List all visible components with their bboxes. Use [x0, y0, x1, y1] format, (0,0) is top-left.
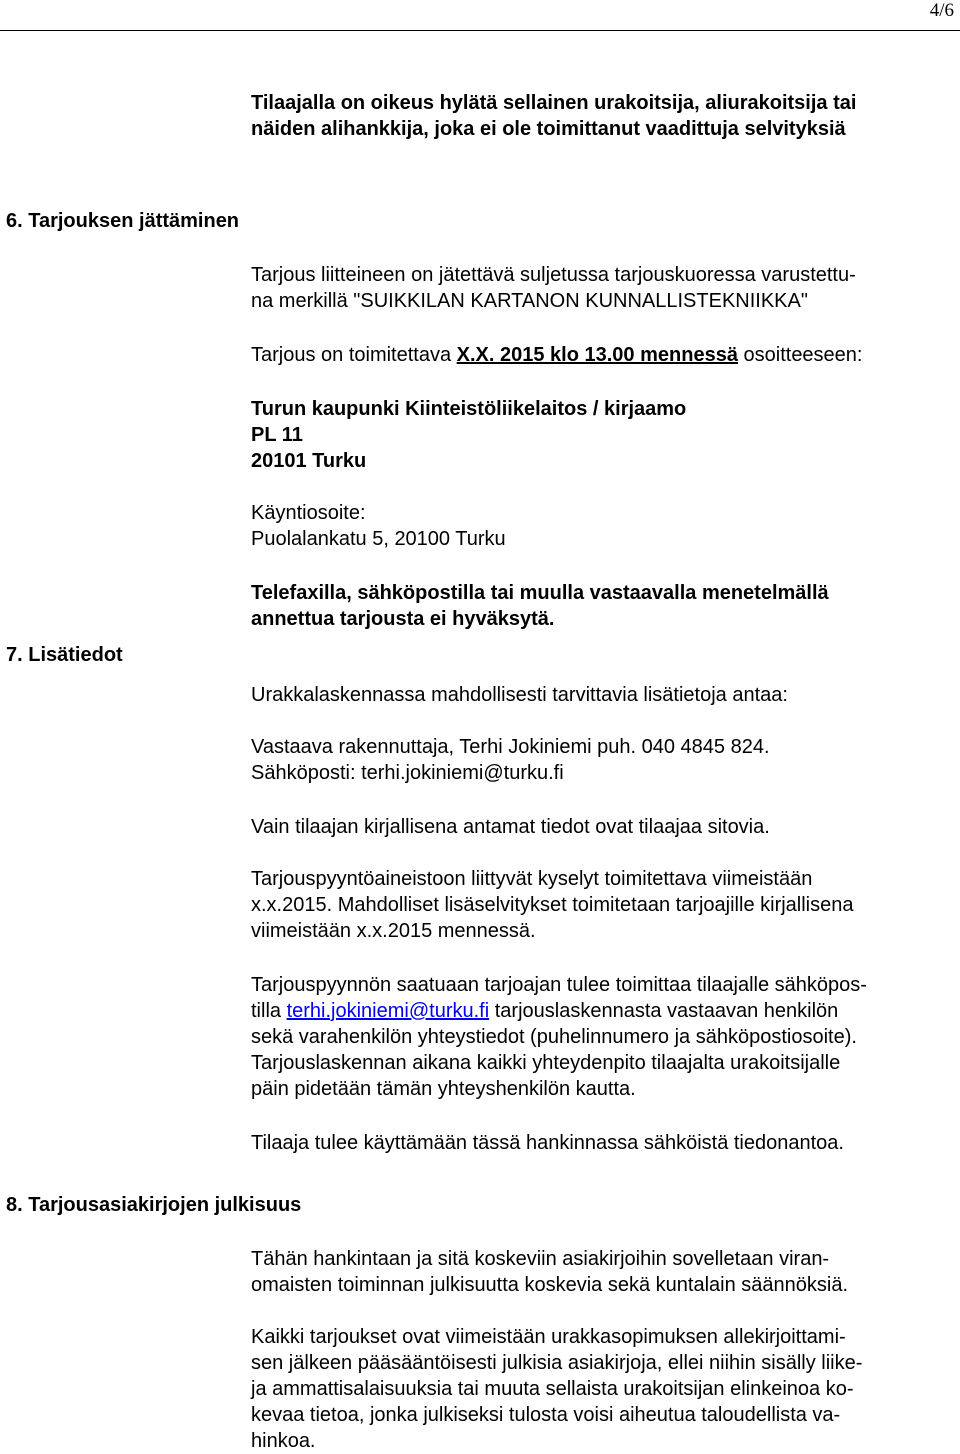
section-8-heading: 8. Tarjousasiakirjojen julkisuus: [6, 1194, 302, 1216]
intro-line-2: näiden alihankkija, joka ei ole toimittanut vaadittuja selvityksiä: [251, 118, 846, 140]
section-7-heading: 7. Lisätiedot: [6, 644, 123, 666]
sec7-p5-line-3: sekä varahenkilön yhteystiedot (puhelinnumero ja sähköpostiosoite).: [251, 1026, 857, 1048]
sec7-p5-line-2: [251, 998, 838, 1024]
visit-address: Puolalankatu 5, 20100 Turku: [251, 528, 506, 550]
sec7-p3: Vain tilaajan kirjallisena antamat tiedot ovat tilaajaa sitovia.: [251, 816, 770, 838]
sec7-p6: Tilaaja tulee käyttämään tässä hankinnassa sähköistä tiedonantoa.: [251, 1132, 844, 1154]
sec6-p1-line-1: Tarjous liitteineen on jätettävä suljetussa tarjouskuoressa varustettu-: [251, 264, 856, 286]
deadline-pre: Tarjous on toimitettava: [251, 344, 457, 366]
deadline-post: osoitteeseen:: [737, 344, 863, 366]
address-line-1: Turun kaupunki Kiinteistöliikelaitos / kirjaamo: [251, 398, 687, 420]
deadline-line: [251, 342, 862, 368]
page-number: 4/6: [929, 0, 954, 21]
email-link[interactable]: terhi.jokiniemi@turku.fi: [286, 1000, 490, 1022]
p5-post: tarjouslaskennasta vastaavan henkilön: [489, 1000, 839, 1022]
sec7-p4-line-1: Tarjouspyyntöaineistoon liittyvät kyselyt toimitettava viimeistään: [251, 868, 813, 890]
sec8-p2-line-1: Kaikki tarjoukset ovat viimeistään urakkasopimuksen allekirjoittami-: [251, 1326, 846, 1348]
sec7-p4-line-2: x.x.2015. Mahdolliset lisäselvitykset toimitetaan tarjoajille kirjallisena: [251, 894, 854, 916]
address-line-2: PL 11: [251, 424, 303, 446]
sec7-p5-line-4: Tarjouslaskennan aikana kaikki yhteydenpito tilaajalta urakoitsijalle: [251, 1052, 841, 1074]
sec7-p1: Urakkalaskennassa mahdollisesti tarvittavia lisätietoja antaa:: [251, 684, 788, 706]
sec7-p5-line-5: päin pidetään tämän yhteyshenkilön kautta.: [251, 1078, 636, 1100]
contact-line-2: Sähköposti: terhi.jokiniemi@turku.fi: [251, 762, 564, 784]
intro-line-1: Tilaajalla on oikeus hylätä sellainen urakoitsija, aliurakoitsija tai: [251, 92, 857, 114]
deadline-date: X.X. 2015 klo 13.00 mennessä: [456, 344, 738, 366]
sec7-p4-line-3: viimeistään x.x.2015 mennessä.: [251, 920, 536, 942]
sec6-p1-line-2: na merkillä "SUIKKILAN KARTANON KUNNALLISTEKNIIKKA": [251, 290, 808, 312]
p5-pre: tilla: [251, 1000, 287, 1022]
address-line-3: 20101 Turku: [251, 450, 367, 472]
contact-line-1: Vastaava rakennuttaja, Terhi Jokiniemi puh. 040 4845 824.: [251, 736, 770, 758]
section-6-heading: 6. Tarjouksen jättäminen: [6, 210, 240, 232]
fax-warning-line-1: Telefaxilla, sähköpostilla tai muulla vastaavalla menetelmällä: [251, 582, 829, 604]
sec8-p1-line-1: Tähän hankintaan ja sitä koskeviin asiakirjoihin sovelletaan viran-: [251, 1248, 830, 1270]
sec8-p2-line-2: sen jälkeen pääsääntöisesti julkisia asiakirjoja, ellei niihin sisälly liike-: [251, 1352, 863, 1374]
sec7-p5-line-1: Tarjouspyynnön saatuaan tarjoajan tulee toimittaa tilaajalle sähköpos-: [251, 974, 867, 996]
sec8-p2-line-5: hinkoa.: [251, 1430, 316, 1452]
sec8-p2-line-4: kevaa tietoa, jonka julkiseksi tulosta voisi aiheutua taloudellista va-: [251, 1404, 841, 1426]
header-rule: [0, 30, 960, 31]
visit-label: Käyntiosoite:: [251, 502, 366, 524]
sec8-p1-line-2: omaisten toiminnan julkisuutta koskevia sekä kuntalain säännöksiä.: [251, 1274, 849, 1296]
sec8-p2-line-3: ja ammattisalaisuuksia tai muuta sellaista urakoitsijan elinkeinoa ko-: [251, 1378, 854, 1400]
fax-warning-line-2: annettua tarjousta ei hyväksytä.: [251, 608, 555, 630]
